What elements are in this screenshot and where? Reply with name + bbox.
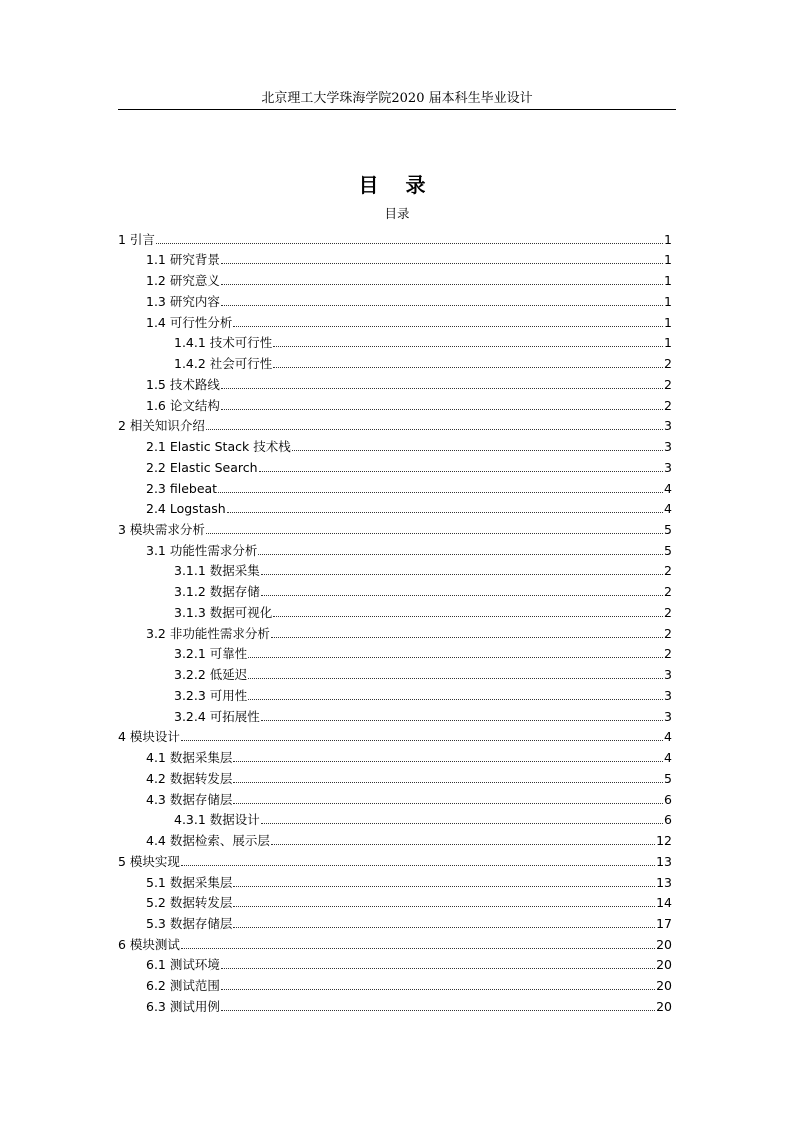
toc-entry[interactable] bbox=[118, 870, 672, 891]
toc-entry[interactable] bbox=[118, 600, 672, 621]
toc-entry-label: 1.6 论文结构 bbox=[146, 397, 220, 413]
toc-dot-leader bbox=[248, 678, 663, 679]
toc-entry-page: 1 bbox=[664, 293, 672, 309]
toc-entry-page: 2 bbox=[664, 584, 672, 600]
toc-dot-leader bbox=[221, 305, 663, 306]
toc-entry-page: 1 bbox=[664, 335, 672, 351]
toc-dot-leader bbox=[221, 263, 663, 264]
toc-entry-page: 3 bbox=[664, 418, 672, 434]
toc-dot-leader bbox=[248, 657, 663, 658]
toc-entry[interactable] bbox=[118, 725, 672, 746]
toc-dot-leader bbox=[181, 865, 655, 866]
toc-dot-leader bbox=[261, 574, 663, 575]
toc-entry-page: 6 bbox=[664, 812, 672, 828]
toc-dot-leader bbox=[261, 720, 663, 721]
toc-entry[interactable] bbox=[118, 973, 672, 994]
toc-entry-label: 4.3.1 数据设计 bbox=[174, 812, 260, 828]
toc-entry-page: 3 bbox=[664, 708, 672, 724]
toc-entry-label: 3.2.1 可靠性 bbox=[174, 646, 248, 662]
toc-entry-label: 3.2.3 可用性 bbox=[174, 687, 248, 703]
toc-entry-label: 1.4 可行性分析 bbox=[146, 314, 233, 330]
toc-entry[interactable] bbox=[118, 476, 672, 497]
toc-entry[interactable] bbox=[118, 331, 672, 352]
toc-entry[interactable] bbox=[118, 745, 672, 766]
toc-entry-label: 1.5 技术路线 bbox=[146, 376, 220, 392]
toc-entry-label: 2 相关知识介绍 bbox=[118, 418, 205, 434]
toc-entry-page: 2 bbox=[664, 397, 672, 413]
toc-entry-label: 4.1 数据采集层 bbox=[146, 750, 233, 766]
toc-entry-page: 12 bbox=[656, 833, 672, 849]
toc-entry[interactable] bbox=[118, 455, 672, 476]
toc-entry-page: 2 bbox=[664, 646, 672, 662]
table-of-contents bbox=[118, 227, 672, 1015]
toc-entry-label: 5.1 数据采集层 bbox=[146, 874, 233, 890]
toc-entry-page: 20 bbox=[656, 957, 672, 973]
toc-dot-leader bbox=[181, 740, 663, 741]
toc-dot-leader bbox=[181, 948, 655, 949]
toc-dot-leader bbox=[227, 512, 663, 513]
toc-entry-label: 1.1 研究背景 bbox=[146, 252, 220, 268]
header-rule bbox=[118, 109, 676, 110]
toc-dot-leader bbox=[233, 927, 655, 928]
toc-entry-label: 3.2.4 可拓展性 bbox=[174, 708, 260, 724]
toc-entry-label: 3.1.1 数据采集 bbox=[174, 563, 260, 579]
toc-entry-page: 5 bbox=[664, 770, 672, 786]
toc-entry-label: 2.2 Elastic Search bbox=[146, 459, 258, 475]
toc-dot-leader bbox=[233, 761, 663, 762]
toc-entry[interactable] bbox=[118, 289, 672, 310]
toc-dot-leader bbox=[221, 1010, 655, 1011]
toc-entry[interactable] bbox=[118, 393, 672, 414]
toc-entry[interactable] bbox=[118, 372, 672, 393]
toc-dot-leader bbox=[292, 450, 663, 451]
toc-entry[interactable] bbox=[118, 248, 672, 269]
toc-dot-leader bbox=[273, 616, 663, 617]
toc-entry-page: 14 bbox=[656, 895, 672, 911]
toc-dot-leader bbox=[156, 243, 663, 244]
toc-entry[interactable] bbox=[118, 351, 672, 372]
toc-entry[interactable] bbox=[118, 932, 672, 953]
toc-entry-label: 3.2 非功能性需求分析 bbox=[146, 625, 270, 641]
toc-entry-page: 6 bbox=[664, 791, 672, 807]
toc-dot-leader bbox=[221, 284, 663, 285]
toc-entry[interactable] bbox=[118, 787, 672, 808]
toc-entry-label: 6.3 测试用例 bbox=[146, 998, 220, 1014]
toc-dot-leader bbox=[221, 989, 655, 990]
toc-entry-page: 4 bbox=[664, 750, 672, 766]
toc-entry-page: 1 bbox=[664, 231, 672, 247]
toc-entry-label: 3 模块需求分析 bbox=[118, 522, 205, 538]
toc-dot-leader bbox=[273, 346, 663, 347]
toc-entry-page: 3 bbox=[664, 687, 672, 703]
toc-entry-label: 4 模块设计 bbox=[118, 729, 180, 745]
toc-entry[interactable] bbox=[118, 828, 672, 849]
toc-entry[interactable] bbox=[118, 642, 672, 663]
toc-entry-label: 3.1.2 数据存储 bbox=[174, 584, 260, 600]
toc-entry[interactable] bbox=[118, 268, 672, 289]
toc-entry[interactable] bbox=[118, 911, 672, 932]
toc-entry[interactable] bbox=[118, 310, 672, 331]
toc-entry-label: 1 引言 bbox=[118, 231, 155, 247]
toc-entry-page: 5 bbox=[664, 522, 672, 538]
toc-entry-label: 6.1 测试环境 bbox=[146, 957, 220, 973]
toc-entry[interactable] bbox=[118, 683, 672, 704]
toc-dot-leader bbox=[206, 533, 663, 534]
toc-entry-label: 4.2 数据转发层 bbox=[146, 770, 233, 786]
toc-dot-leader bbox=[261, 595, 663, 596]
toc-dot-leader bbox=[233, 803, 663, 804]
toc-entry-label: 2.3 filebeat bbox=[146, 480, 218, 496]
toc-entry[interactable] bbox=[118, 579, 672, 600]
toc-dot-leader bbox=[271, 844, 655, 845]
toc-entry[interactable] bbox=[118, 517, 672, 538]
toc-entry-label: 3.1 功能性需求分析 bbox=[146, 542, 258, 558]
toc-entry-page: 2 bbox=[664, 625, 672, 641]
toc-entry-page: 20 bbox=[656, 978, 672, 994]
toc-entry[interactable] bbox=[118, 808, 672, 829]
toc-entry[interactable] bbox=[118, 497, 672, 518]
toc-entry-page: 4 bbox=[664, 729, 672, 745]
toc-entry-page: 2 bbox=[664, 563, 672, 579]
toc-entry-page: 4 bbox=[664, 501, 672, 517]
toc-dot-leader bbox=[233, 782, 663, 783]
toc-entry[interactable] bbox=[118, 662, 672, 683]
toc-entry-label: 3.2.2 低延迟 bbox=[174, 667, 248, 683]
toc-entry-page: 1 bbox=[664, 252, 672, 268]
toc-entry-page: 17 bbox=[656, 915, 672, 931]
toc-entry-page: 20 bbox=[656, 936, 672, 952]
toc-entry-page: 4 bbox=[664, 480, 672, 496]
toc-entry[interactable] bbox=[118, 953, 672, 974]
toc-entry-page: 5 bbox=[664, 542, 672, 558]
toc-dot-leader bbox=[273, 367, 663, 368]
page-header: 北京理工大学珠海学院2020 届本科生毕业设计 bbox=[261, 91, 533, 106]
toc-entry[interactable] bbox=[118, 559, 672, 580]
toc-title: 目 录 bbox=[358, 173, 436, 197]
toc-entry-page: 1 bbox=[664, 314, 672, 330]
toc-entry-label: 1.3 研究内容 bbox=[146, 293, 220, 309]
toc-dot-leader bbox=[206, 429, 663, 430]
toc-entry-page: 20 bbox=[656, 998, 672, 1014]
toc-entry-page: 13 bbox=[656, 853, 672, 869]
toc-entry[interactable] bbox=[118, 227, 672, 248]
toc-dot-leader bbox=[221, 968, 655, 969]
toc-entry-label: 1.4.2 社会可行性 bbox=[174, 356, 273, 372]
toc-dot-leader bbox=[221, 409, 663, 410]
toc-entry-label: 4.4 数据检索、展示层 bbox=[146, 833, 270, 849]
toc-entry[interactable] bbox=[118, 621, 672, 642]
toc-dot-leader bbox=[261, 823, 663, 824]
toc-entry-label: 4.3 数据存储层 bbox=[146, 791, 233, 807]
toc-entry[interactable] bbox=[118, 704, 672, 725]
toc-entry[interactable] bbox=[118, 849, 672, 870]
toc-entry-label: 1.4.1 技术可行性 bbox=[174, 335, 273, 351]
toc-entry-label: 6.2 测试范围 bbox=[146, 978, 220, 994]
toc-entry[interactable] bbox=[118, 766, 672, 787]
toc-entry-page: 3 bbox=[664, 667, 672, 683]
toc-entry-label: 2.4 Logstash bbox=[146, 501, 226, 517]
toc-dot-leader bbox=[233, 886, 655, 887]
toc-entry-page: 13 bbox=[656, 874, 672, 890]
toc-entry-label: 5 模块实现 bbox=[118, 853, 180, 869]
toc-entry-label: 5.2 数据转发层 bbox=[146, 895, 233, 911]
toc-dot-leader bbox=[258, 554, 663, 555]
toc-entry-page: 2 bbox=[664, 376, 672, 392]
toc-entry[interactable] bbox=[118, 538, 672, 559]
toc-dot-leader bbox=[271, 637, 663, 638]
toc-entry[interactable] bbox=[118, 434, 672, 455]
toc-entry-page: 3 bbox=[664, 439, 672, 455]
toc-entry-label: 2.1 Elastic Stack 技术栈 bbox=[146, 439, 291, 455]
toc-entry-page: 3 bbox=[664, 459, 672, 475]
toc-dot-leader bbox=[218, 492, 663, 493]
toc-dot-leader bbox=[233, 326, 663, 327]
toc-entry[interactable] bbox=[118, 891, 672, 912]
toc-entry-page: 2 bbox=[664, 604, 672, 620]
toc-entry-page: 2 bbox=[664, 356, 672, 372]
toc-entry-label: 3.1.3 数据可视化 bbox=[174, 604, 273, 620]
toc-entry[interactable] bbox=[118, 414, 672, 435]
toc-dot-leader bbox=[248, 699, 663, 700]
toc-dot-leader bbox=[221, 388, 663, 389]
toc-entry-label: 1.2 研究意义 bbox=[146, 273, 220, 289]
toc-dot-leader bbox=[233, 906, 655, 907]
toc-subtitle: 目录 bbox=[384, 206, 410, 221]
toc-entry-label: 5.3 数据存储层 bbox=[146, 915, 233, 931]
toc-dot-leader bbox=[259, 471, 663, 472]
toc-entry[interactable] bbox=[118, 994, 672, 1015]
toc-entry-label: 6 模块测试 bbox=[118, 936, 180, 952]
toc-entry-page: 1 bbox=[664, 273, 672, 289]
